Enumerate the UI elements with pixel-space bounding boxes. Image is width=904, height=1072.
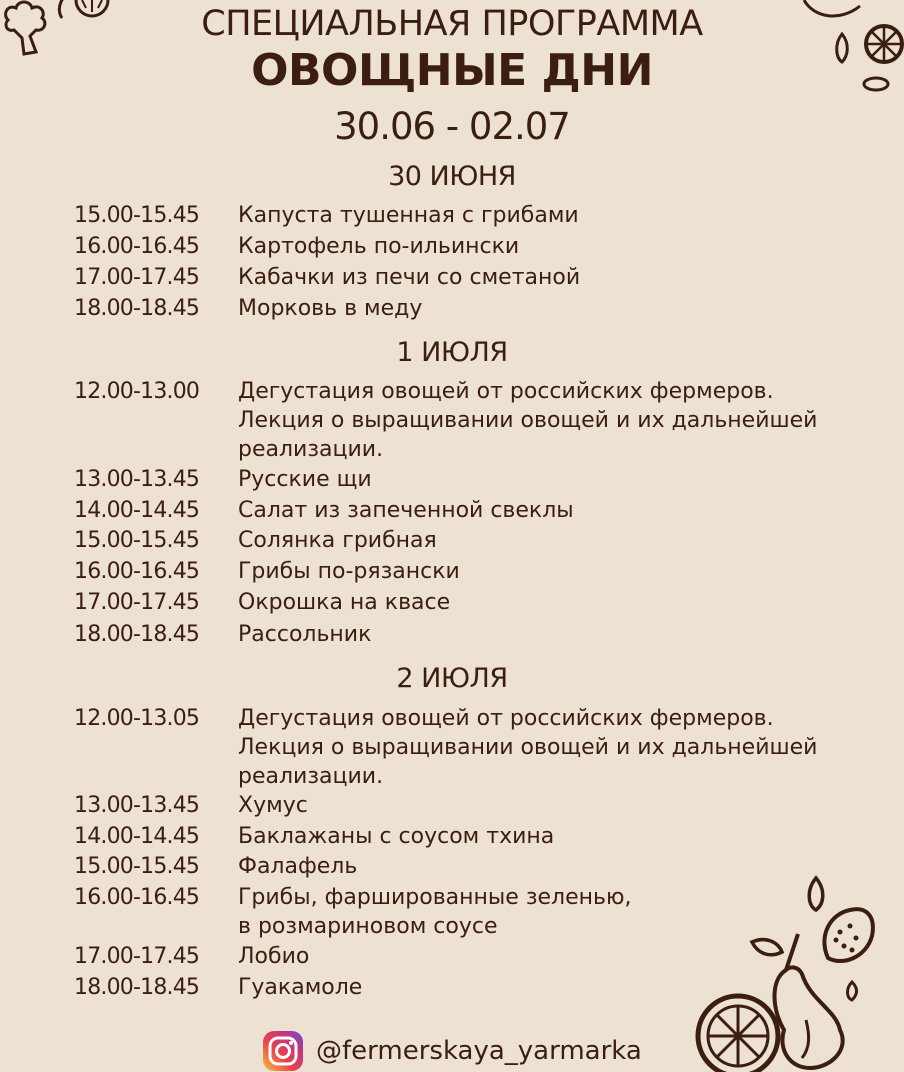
time-slot: 16.00-16.45 [74, 234, 200, 259]
day-heading-30-june: 30 ИЮНЯ [388, 161, 516, 192]
dish-name: Баклажаны с соусом тхина [238, 824, 555, 849]
instagram-handle[interactable]: @fermerskaya_yarmarka [316, 1036, 642, 1066]
time-slot: 15.00-15.45 [74, 528, 200, 553]
day-heading-1-july: 1 ИЮЛЯ [396, 337, 508, 368]
instagram-icon [262, 1030, 304, 1072]
dish-name: Картофель по-ильински [238, 234, 520, 259]
dish-name: Грибы по-рязански [238, 559, 460, 584]
dish-name: Дегустация овощей от российских фермеров. Лекция о выращивании овощей и их дальнейшей реализации. [238, 379, 818, 462]
dish-name: Гуакамоле [238, 975, 363, 1000]
dish-name: Окрошка на квасе [238, 590, 451, 615]
time-slot: 15.00-15.45 [74, 203, 200, 228]
dish-name: Салат из запеченной свеклы [238, 498, 574, 523]
subtitle: СПЕЦИАЛЬНАЯ ПРОГРАММА [201, 4, 703, 44]
instagram-link[interactable] [262, 1030, 642, 1072]
dish-name: Фалафель [238, 854, 358, 879]
time-slot: 18.00-18.45 [74, 975, 200, 1000]
page-title: ОВОЩНЫЕ ДНИ [251, 45, 653, 96]
time-slot: 17.00-17.45 [74, 265, 200, 290]
time-slot: 12.00-13.05 [74, 706, 200, 731]
dish-name: Кабачки из печи со сметаной [238, 265, 581, 290]
dish-name: Солянка грибная [238, 528, 437, 553]
time-slot: 18.00-18.45 [74, 622, 200, 647]
time-slot: 17.00-17.45 [74, 944, 200, 969]
time-slot: 14.00-14.45 [74, 824, 200, 849]
dish-name: Рассольник [238, 622, 372, 647]
time-slot: 16.00-16.45 [74, 559, 200, 584]
time-slot: 13.00-13.45 [74, 467, 200, 492]
dish-name: Русские щи [238, 467, 372, 492]
time-slot: 12.00-13.00 [74, 379, 200, 404]
time-slot: 14.00-14.45 [74, 498, 200, 523]
time-slot: 18.00-18.45 [74, 296, 200, 321]
day-heading-2-july: 2 ИЮЛЯ [396, 663, 508, 694]
time-slot: 16.00-16.45 [74, 885, 200, 910]
time-slot: 13.00-13.45 [74, 793, 200, 818]
dish-name: Дегустация овощей от российских фермеров. Лекция о выращивании овощей и их дальнейшей реализации. [238, 706, 818, 789]
dish-name: Грибы, фаршированные зеленью, в розмариновом соусе [238, 885, 632, 939]
dish-name: Капуста тушенная с грибами [238, 203, 579, 228]
time-slot: 17.00-17.45 [74, 590, 200, 615]
dish-name: Лобио [238, 944, 310, 969]
time-slot: 15.00-15.45 [74, 854, 200, 879]
dish-name: Морковь в меду [238, 296, 423, 321]
dish-name: Хумус [238, 793, 308, 818]
date-range: 30.06 - 02.07 [334, 105, 570, 148]
